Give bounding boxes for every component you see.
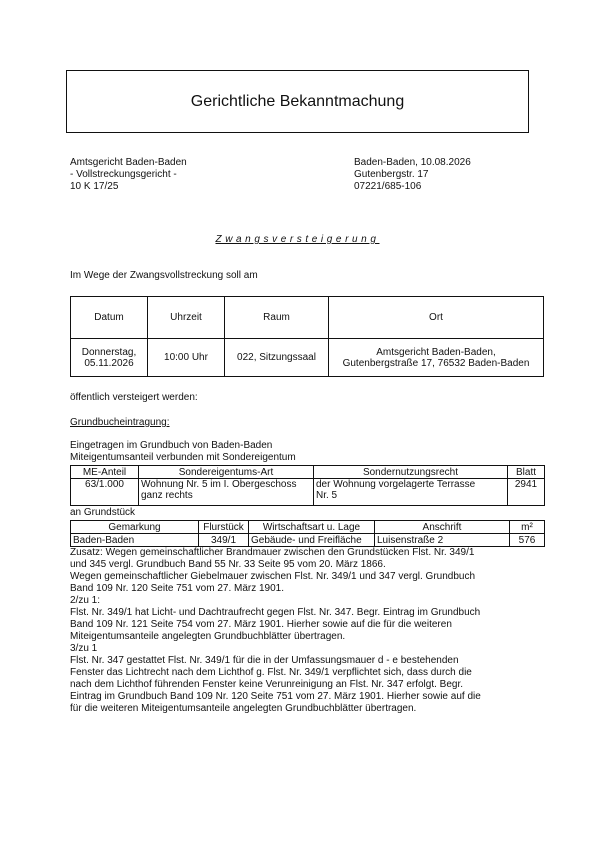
auction-statement: öffentlich versteigert werden: <box>70 392 198 403</box>
page-title: Gerichtliche Bekanntmachung <box>190 92 405 110</box>
session-date-day: 05.11.2026 <box>84 357 134 369</box>
col-header-land-use: Wirtschaftsart u. Lage <box>249 521 375 534</box>
date-address-block <box>354 157 471 193</box>
ownership-property-type-line1: Wohnung Nr. 5 im I. Obergeschoss <box>141 479 297 490</box>
note-line: und 345 vergl. Grundbuch Band 55 Nr. 33 Seite 95 vom 20. März 1866. <box>70 559 386 570</box>
parcel-address: Luisenstraße 2 <box>375 534 510 547</box>
session-time: 10:00 Uhr <box>148 339 225 377</box>
ownership-table-header <box>71 466 545 479</box>
ownership-table <box>70 465 545 506</box>
ownership-sheet: 2941 <box>508 479 545 506</box>
note-line: nach dem Lichthof führenden Fenster keine Verunreinigung an Flst. Nr. 347 erfolgt. Begr. <box>70 679 464 690</box>
land-register-heading: Grundbucheintragung: <box>70 417 170 428</box>
court-address-block <box>70 157 187 193</box>
note-line: Fenster das Lichtrecht nach dem Lichthof g. Flst. Nr. 349/1 verpflichtet sich, dass durch die <box>70 667 472 678</box>
session-date <box>71 339 148 377</box>
title-box <box>66 70 529 133</box>
note-line: Band 109 Nr. 120 Seite 751 vom 27. März 1901. <box>70 583 285 594</box>
court-phone: 07221/685-106 <box>354 181 422 192</box>
ownership-usage-right-line1: der Wohnung vorgelagerte Terrasse <box>316 479 476 490</box>
col-header-parcel: Flurstück <box>199 521 249 534</box>
note-line: Flst. Nr. 347 gestattet Flst. Nr. 349/1 für die in der Umfassungsmauer d - e bestehenden <box>70 655 459 666</box>
note-line: 3/zu 1 <box>70 643 98 654</box>
court-name: Amtsgericht Baden-Baden <box>70 157 187 168</box>
case-number: 10 K 17/25 <box>70 181 119 192</box>
note-line: Band 109 Nr. 121 Seite 754 vom 27. März 1901. Hierher sowie auf die für die weiteren <box>70 619 452 630</box>
session-place <box>329 339 544 377</box>
note-line: für die weiteren Miteigentumsanteile angelegten Grundbuchblätter übertragen. <box>70 703 417 714</box>
session-table-row <box>71 339 544 377</box>
parcel-land-use: Gebäude- und Freifläche <box>249 534 375 547</box>
parcel-table-header <box>71 521 545 534</box>
intro-text: Im Wege der Zwangsvollstreckung soll am <box>70 270 258 281</box>
court-street: Gutenbergstr. 17 <box>354 169 429 180</box>
note-line: Flst. Nr. 349/1 hat Licht- und Dachtraufrecht gegen Flst. Nr. 347. Begr. Eintrag im Grundbuch <box>70 607 481 618</box>
notes-block <box>70 547 530 715</box>
note-line: Zusatz: Wegen gemeinschaftlicher Brandmauer zwischen den Grundstücken Flst. Nr. 349/1 <box>70 547 475 558</box>
parcel-district: Baden-Baden <box>71 534 199 547</box>
parcel-area: 576 <box>510 534 545 547</box>
col-header-share: ME-Anteil <box>71 466 139 479</box>
ownership-share: 63/1.000 <box>71 479 139 506</box>
col-header-time: Uhrzeit <box>148 297 225 339</box>
parcel-table <box>70 520 545 547</box>
col-header-sheet: Blatt <box>508 466 545 479</box>
session-date-weekday: Donnerstag, <box>81 346 137 358</box>
parcel-number: 349/1 <box>199 534 249 547</box>
col-header-date: Datum <box>71 297 148 339</box>
session-table-header <box>71 297 544 339</box>
session-table <box>70 296 544 377</box>
col-header-property-type: Sondereigentums-Art <box>139 466 314 479</box>
col-header-usage-right: Sondernutzungsrecht <box>314 466 508 479</box>
share-description: Miteigentumsanteil verbunden mit Sondereigentum <box>70 452 296 463</box>
session-place-address: Gutenbergstraße 17, 76532 Baden-Baden <box>342 357 530 369</box>
col-header-address: Anschrift <box>375 521 510 534</box>
col-header-area: m² <box>510 521 545 534</box>
ownership-property-type-line2: ganz rechts <box>141 490 193 501</box>
ownership-usage-right-line2: Nr. 5 <box>316 490 338 501</box>
col-header-place: Ort <box>329 297 544 339</box>
session-place-court: Amtsgericht Baden-Baden, <box>376 346 496 358</box>
note-line: Wegen gemeinschaftlicher Giebelmauer zwischen Flst. Nr. 349/1 und 347 vergl. Grundbuch <box>70 571 476 582</box>
court-division: - Vollstreckungsgericht - <box>70 169 177 180</box>
note-line: Eintrag im Grundbuch Band 109 Nr. 120 Seite 751 vom 27. März 1901. Hierher sowie auf die <box>70 691 481 702</box>
ownership-table-row <box>71 479 545 506</box>
ownership-usage-right <box>314 479 508 506</box>
col-header-district: Gemarkung <box>71 521 199 534</box>
note-line: Miteigentumsanteile angelegten Grundbuchblätter übertragen. <box>70 631 346 642</box>
registered-in: Eingetragen im Grundbuch von Baden-Baden <box>70 440 273 451</box>
note-line: 2/zu 1: <box>70 595 101 606</box>
ownership-property-type <box>139 479 314 506</box>
parcel-label: an Grundstück <box>70 507 136 518</box>
session-room: 022, Sitzungssaal <box>225 339 329 377</box>
col-header-room: Raum <box>225 297 329 339</box>
parcel-table-row <box>71 534 545 547</box>
section-heading: Zwangsversteigerung <box>215 234 380 245</box>
place-date: Baden-Baden, 10.08.2026 <box>354 157 471 168</box>
